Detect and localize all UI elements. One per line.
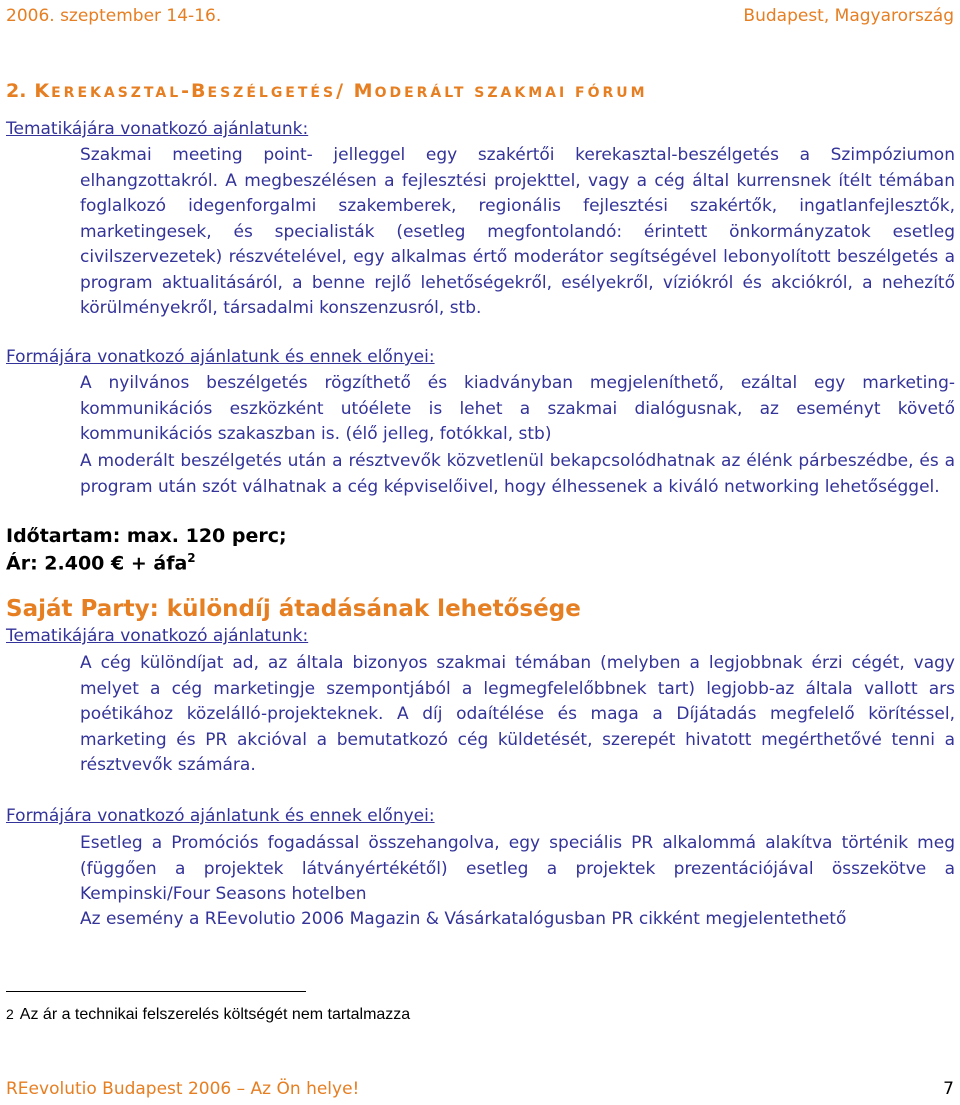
price-line: Ár: 2.400 € + áfa$^2$ <box>6 551 196 575</box>
party-form-label: Formájára vonatkozó ajánlatunk és ennek előnyei: <box>6 806 435 826</box>
section-form-label: Formájára vonatkozó ajánlatunk és ennek előnyei: <box>6 347 435 367</box>
party-theme-text: A cég különdíjat ad, az általa bizonyos szakmai témában (melyben a legjobbnak érzi cégét, vagy melyet a cég marketingje szempontjából a legmegfelelőbbnek tart) legjobb-az általa vallott ars poétikához közelálló-projekteknek. A díj odaítélése és maga a Díjátadás megfelelő körítéssel, marketing és PR akcióval a bemutatkozó cég küldetését, szerepét hivatott megérthetővé tenni a résztvevők számára. <box>80 653 955 775</box>
section-form-text-2: A moderált beszélgetés után a résztvevők közvetlenül bekapcsolódhatnak az élénk párbeszédbe, és a program után szót válhatnak a cég képviselőivel, hogy élhessenek a kiváló networking lehetőséggel. <box>80 451 955 497</box>
footnote-number: 2 <box>6 1006 14 1022</box>
section-theme-label: Tematikájára vonatkozó ajánlatunk: <box>6 119 309 139</box>
party-theme-label: Tematikájára vonatkozó ajánlatunk: <box>6 626 309 646</box>
section-title: 2. KEREKASZTAL-BESZÉLGETÉS/ MODERÁLT SZAKMAI FÓRUM <box>6 80 648 102</box>
party-form-text-2: Az esemény a REevolutio 2006 Magazin & Vásárkatalógusban PR cikként megjelentethető <box>80 909 847 929</box>
header-location: Budapest, Magyarország <box>743 6 954 26</box>
section-theme-text: Szakmai meeting point- jelleggel egy szakértői kerekasztal-beszélgetés a Szimpóziumon elhangzottakról. A megbeszélésen a fejlesztési projekttel, vagy a cég által kurrensnek ítélt témában foglalkozó idegenforgalmi szakemberek, regionális fejlesztési szakértők, ingatlanfejlesztők, marketingesek, és specialisták (esetleg megfontolandó: érintett önkormányzatok esetleg civilszervezetek) részvételével, egy alkalmas értő moderátor segítségével lebonyolított beszélgetés a program aktualitásáról, a benne rejlő lehetőségekről, esélyekről, víziókról és akciókról, a nehezítő körülményekről, társadalmi konszenzusról, stb. <box>80 145 955 318</box>
party-form-text-1: Esetleg a Promóciós fogadással összehangolva, egy speciális PR alkalommá alakítva történik meg (függően a projektek látványértékétől) esetleg a projektek prezentációjával összekötve a Kempinski/Four Seasons hotelben <box>80 833 955 904</box>
section-form-text-1: A nyilvános beszélgetés rögzíthető és kiadványban megjeleníthető, ezáltal egy marketing-kommunikációs eszközként utóélete is lehet a szakmai dialógusnak, az eseményt követő kommunikációs szakaszban is. (élő jelleg, fotókkal, stb) <box>80 373 955 444</box>
footnote-text: Az ár a technikai felszerelés költségét nem tartalmazza <box>19 1006 411 1023</box>
party-title: Saját Party: különdíj átadásának lehetősége <box>6 596 581 622</box>
price-footnote-ref: 2 <box>187 551 196 565</box>
header-date: 2006. szeptember 14-16. <box>6 6 222 26</box>
footnote-divider <box>6 991 306 992</box>
footnote <box>6 1006 410 1024</box>
page-number: 7 <box>943 1079 954 1099</box>
footer-title: REevolutio Budapest 2006 – Az Ön helye! <box>6 1079 360 1099</box>
duration-line: Időtartam: max. 120 perc; <box>6 525 287 547</box>
section-number: 2. <box>6 80 27 102</box>
